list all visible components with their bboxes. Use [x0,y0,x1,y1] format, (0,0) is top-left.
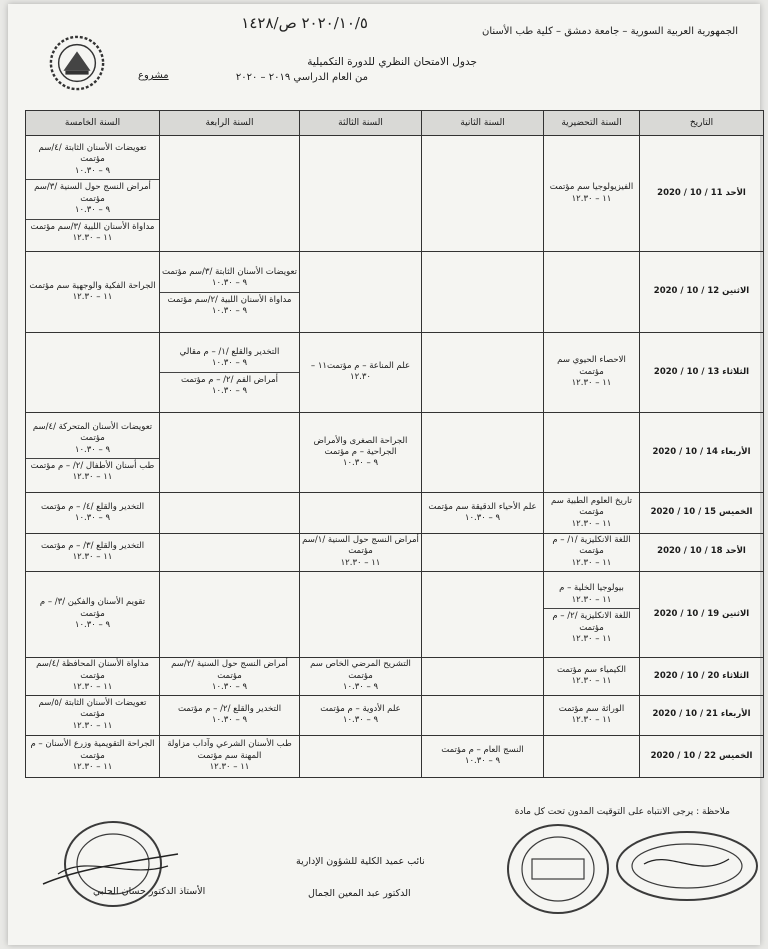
exam-subject: اللغة الانكليزية /٢/ – م مؤتمت [552,611,631,633]
exam-time: ٩ – ١٠.٣٠ [211,358,248,369]
exam-entry [26,459,159,486]
exam-cell-prep [544,658,640,696]
exam-entry [28,698,157,732]
exam-entry [28,502,157,525]
date-cell: الثلاثاء 20 / 10 / 2020 [640,658,764,696]
exam-time: ١١ – ١٢.٣٠ [209,762,250,773]
official-stamp-icon [38,814,188,914]
exam-time: ٩ – ١٠.٣٠ [74,165,111,176]
exam-cell-second [422,332,544,412]
exam-cell-second [422,413,544,493]
exam-time: ٩ – ١٠.٣٠ [464,512,501,523]
exam-subject: مداواة الأسنان اللبية /٣/سم مؤتمت [30,221,155,232]
handwritten-reference: ٢٠٢٠/١٠/٥ ص/١٤٢٨ [241,14,368,32]
exam-entry [544,609,639,647]
exam-entry [544,581,639,609]
exam-cell-prep [544,571,640,657]
exam-subject: تعويضات الأسنان الثابتة /٤/سم مؤتمت [38,142,147,165]
exam-cell-prep [544,533,640,571]
exam-time: ١١ – ١٢.٣٠ [571,557,612,568]
exam-entry [162,739,297,773]
dean-signature-name: الأستاذ الدكتور حسان الحلبي [93,886,206,897]
exam-entry [302,659,419,693]
draft-label: مشروع [138,70,169,81]
exam-cell-prep [544,413,640,493]
exam-cell-fifth [26,571,160,657]
exam-cell-fifth [26,413,160,493]
exam-time: ٩ – ١٠.٣٠ [211,278,248,289]
exam-time: ٩ – ١٠.٣٠ [74,620,111,631]
exam-subject: الجراحة التقويمية وزرع الأسنان – م مؤتمت [30,739,155,761]
exam-time: ٩ – ١٠.٣٠ [342,682,379,693]
date-cell: الاثنين 19 / 10 / 2020 [640,571,764,657]
exam-time: ٩ – ١٠.٣٠ [342,458,379,469]
column-header: السنة الرابعة [160,111,300,136]
exam-subject: التخدير والقلع /٤/ – م مؤتمت [40,501,145,512]
exam-time: ١١ – ١٢.٣٠ [72,292,113,303]
exam-time: ٩ – ١٠.٣٠ [211,306,248,317]
table-header-row [26,111,764,136]
exam-entry [546,182,637,205]
table-row [26,533,764,571]
exam-time: ١١ – ١٢.٣٠ [571,676,612,687]
exam-time: ١١ – ١٢.٣٠ [72,233,113,244]
exam-time: ٩ – ١٠.٣٠ [464,756,501,767]
exam-cell-third [300,695,422,735]
table-row [26,136,764,252]
exam-subject: تعويضات الأسنان الثابتة /٣/سم مؤتمت [162,266,297,277]
table-row [26,252,764,332]
exam-entry [28,659,157,693]
exam-cell-third [300,252,422,332]
exam-entry [424,502,541,525]
exam-time: ٩ – ١٠.٣٠ [342,715,379,726]
exam-subject: الاحصاء الحيوي سم مؤتمت [557,355,626,377]
exam-entry [302,436,419,470]
vice-dean-title: نائب عميد الكلية للشؤون الإدارية [296,856,425,867]
exam-cell-fourth [160,136,300,252]
exam-entry [28,541,157,564]
exam-cell-third [300,571,422,657]
exam-cell-fifth [26,252,160,332]
exam-entry [160,373,299,400]
exam-time: ١١ – ١٢.٣٠ [571,378,612,389]
exam-entry [546,704,637,727]
exam-entry [546,665,637,688]
exam-subject: مداواة الأسنان اللبية /٢/سم مؤتمت [167,294,292,305]
exam-subject: الجراحة الصغرى والأمراض الجراحية – م مؤتمت [313,435,408,458]
exam-subject: النسج العام – م مؤتمت [441,744,524,755]
exam-time: ١١ – ١٢.٣٠ [72,682,113,693]
exam-entry [546,535,637,569]
exam-entry [26,180,159,219]
exam-cell-fourth [160,332,300,412]
exam-cell-fifth [26,493,160,533]
date-cell: الأربعاء 21 / 10 / 2020 [640,695,764,735]
exam-entry [424,745,541,768]
faculty-stamp-icon [498,819,618,919]
exam-cell-second [422,493,544,533]
exam-entry [546,355,637,389]
exam-time: ٩ – ١٠.٣٠ [211,682,248,693]
exam-cell-third [300,658,422,696]
exam-entry [546,496,637,530]
exam-time: ١١ – ١٢.٣٠ [340,557,381,568]
exam-subject: التخدير والقلع /٣/ – م مؤتمت [40,540,145,551]
date-cell: الخميس 15 / 10 / 2020 [640,493,764,533]
date-cell: الأربعاء 14 / 10 / 2020 [640,413,764,493]
column-header: السنة التحضيرية [544,111,640,136]
exam-subject: علم الأدوية – م مؤتمت [320,703,401,714]
date-cell: الخميس 22 / 10 / 2020 [640,735,764,777]
exam-entry [302,535,419,569]
exam-time: ١١ – ١٢.٣٠ [72,720,113,731]
table-row [26,413,764,493]
exam-cell-prep [544,332,640,412]
exam-cell-fifth [26,658,160,696]
exam-entry [26,220,159,247]
exam-cell-fourth [160,695,300,735]
exam-entry [26,141,159,180]
exam-cell-third [300,493,422,533]
exam-cell-fourth [160,413,300,493]
exam-subject: تقويم الأسنان والفكين /٣/ – م مؤتمت [39,597,146,619]
exam-subject: مداواة الأسنان المحافظة /٤/سم مؤتمت [36,659,149,681]
exam-time: ١١ – ١٢.٣٠ [571,193,612,204]
table-row [26,735,764,777]
exam-cell-prep [544,695,640,735]
exam-cell-second [422,571,544,657]
exam-subject: الفيزيولوجيا سم مؤتمت [549,182,634,193]
exam-cell-prep [544,136,640,252]
date-cell: الثلاثاء 13 / 10 / 2020 [640,332,764,412]
exam-cell-fourth [160,571,300,657]
exam-entry [162,704,297,727]
exam-cell-second [422,658,544,696]
exam-time: ١١ – ١٢.٣٠ [72,472,113,483]
exam-cell-third [300,735,422,777]
column-header: التاريخ [640,111,764,136]
exam-subject: طب أسنان الأطفال /٢/ – م مؤتمت [30,460,155,471]
exam-cell-fourth [160,533,300,571]
exam-cell-fourth [160,252,300,332]
exam-subject: تعويضات الأسنان الثابتة /٥/سم مؤتمت [38,697,147,720]
exam-cell-third [300,332,422,412]
exam-time: ١١ – ١٢.٣٠ [571,634,612,645]
exam-entry [302,704,419,727]
exam-entry [160,293,299,320]
exam-cell-second [422,533,544,571]
exam-subject: الكيمياء سم مؤتمت [556,664,627,675]
footnote: ملاحظة : يرجى الانتباه على التوقيت المدون تحت كل مادة [514,807,730,817]
exam-cell-fourth [160,658,300,696]
exam-entry [28,281,157,304]
date-cell: الأحد 11 / 10 / 2020 [640,136,764,252]
exam-cell-fifth [26,332,160,412]
exam-subject: اللغة الانكليزية /١/ – م مؤتمت [552,534,631,557]
exam-cell-third [300,413,422,493]
exam-entry [302,361,419,384]
exam-cell-fifth [26,533,160,571]
exam-cell-second [422,252,544,332]
exam-cell-fourth [160,735,300,777]
table-row [26,658,764,696]
date-cell: الاثنين 12 / 10 / 2020 [640,252,764,332]
exam-entry [160,265,299,293]
exam-cell-third [300,533,422,571]
exam-time: ٩ – ١٠.٣٠ [211,715,248,726]
republic-header: الجمهورية العربية السورية – جامعة دمشق – كلية طب الأسنان [482,26,738,37]
exam-entry [162,659,297,693]
column-header: السنة الثانية [422,111,544,136]
exam-subject: الجراحة الفكية والوجهية سم مؤتمت [29,280,156,291]
exam-cell-fourth [160,493,300,533]
table-row [26,695,764,735]
document-page [8,4,760,945]
exam-subject: أمراض النسج حول السنية /١/سم مؤتمت [302,534,419,557]
exam-subject: علم المناعة – م مؤتمت١١ – ١٢.٣٠ [310,360,411,383]
exam-subject: التخدير والقلع /٢/ – م مؤتمت [177,703,282,714]
exam-subject: أمراض النسج حول السنية /٢/سم مؤتمت [171,659,288,681]
exam-entry [28,739,157,773]
administrative-stamp-icon [614,824,760,904]
column-header: السنة الخامسة [26,111,160,136]
exam-subject: الوراثة سم مؤتمت [558,703,625,714]
exam-subject: طب الأسنان الشرعي وآداب مزاولة المهنة سم مؤتمت [167,739,292,761]
exam-time: ٩ – ١٠.٣٠ [211,386,248,397]
exam-subject: أمراض الفم /٢/ – م مؤتمت [180,374,279,385]
table-row [26,332,764,412]
column-header: السنة الثالثة [300,111,422,136]
exam-cell-prep [544,735,640,777]
exam-subject: التشريح المرضي الخاص سم مؤتمت [310,659,411,681]
exam-subject: علم الأحياء الدقيقة سم مؤتمت [428,501,537,512]
exam-cell-fifth [26,735,160,777]
exam-subject: التخدير والقلع /١/ – م مقالي [179,347,280,357]
exam-time: ١١ – ١٢.٣٠ [571,594,612,605]
exam-cell-second [422,136,544,252]
exam-time: ١١ – ١٢.٣٠ [571,518,612,529]
exam-time: ١١ – ١٢.٣٠ [72,762,113,773]
exam-subject: بيولوجيا الخلية – م [559,583,624,594]
document-title: جدول الامتحان النظري للدورة التكميلية [307,56,477,68]
exam-cell-fifth [26,695,160,735]
exam-cell-prep [544,252,640,332]
university-logo-icon [48,34,106,92]
academic-year: من العام الدراسي ٢٠١٩ – ٢٠٢٠ [235,72,368,83]
exam-subject: تعويضات الأسنان المتحركة /٤/سم مؤتمت [32,421,153,444]
table-row [26,571,764,657]
exam-cell-fifth [26,136,160,252]
exam-entry [28,597,157,631]
exam-cell-third [300,136,422,252]
exam-subject: أمراض النسج حول السنية /٣/سم مؤتمت [34,182,151,204]
table-row [26,493,764,533]
date-cell: الأحد 18 / 10 / 2020 [640,533,764,571]
exam-entry [26,420,159,459]
exam-time: ١١ – ١٢.٣٠ [571,715,612,726]
exam-time: ١١ – ١٢.٣٠ [72,552,113,563]
exam-cell-second [422,695,544,735]
exam-cell-prep [544,493,640,533]
exam-cell-second [422,735,544,777]
exam-schedule-table [25,110,764,778]
exam-time: ٩ – ١٠.٣٠ [74,444,111,455]
exam-entry [160,345,299,373]
exam-time: ٩ – ١٠.٣٠ [74,512,111,523]
vice-dean-name: الدكتور عبد المعين الجمال [308,888,411,899]
exam-time: ٩ – ١٠.٣٠ [74,205,111,216]
exam-subject: تاريخ العلوم الطبية سم مؤتمت [551,495,632,518]
